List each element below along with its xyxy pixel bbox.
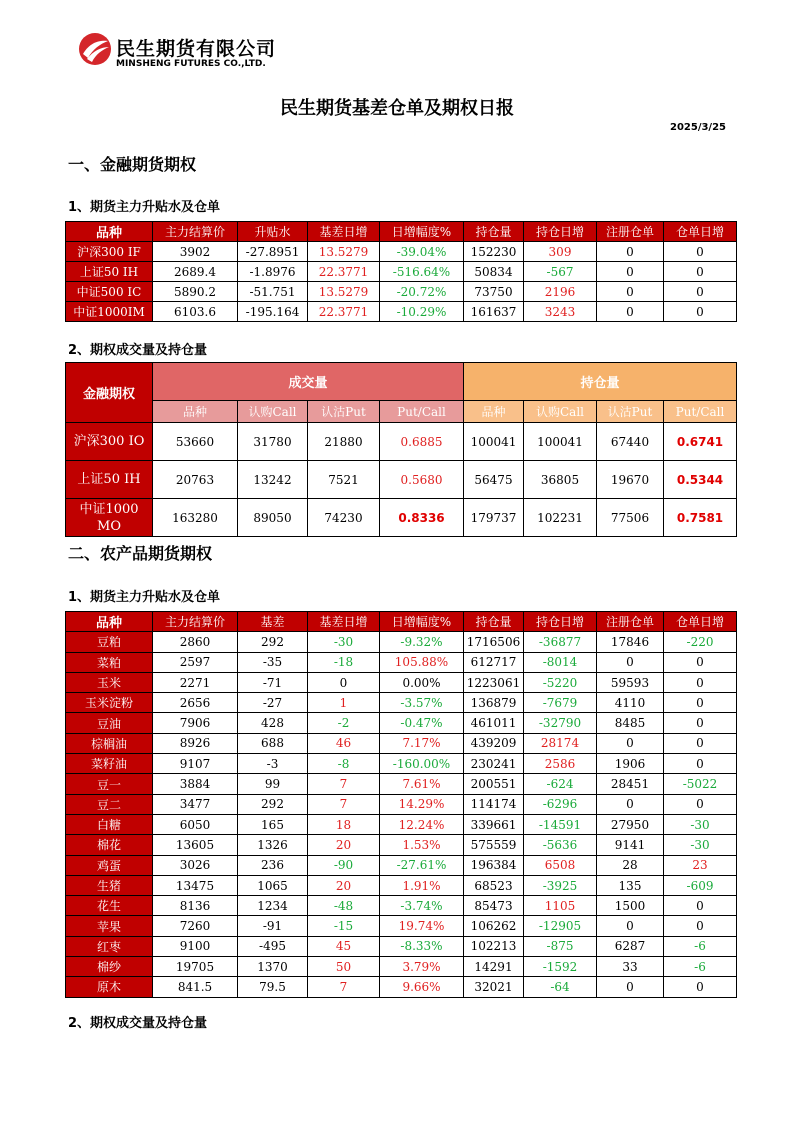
column-header: 升贴水 xyxy=(238,222,308,242)
table-cell: 0 xyxy=(664,713,737,733)
logo-chinese-name: 民生期货有限公司 xyxy=(116,38,277,60)
table-cell: 7260 xyxy=(153,916,238,936)
table-cell: 0.5680 xyxy=(380,461,464,499)
instrument-name: 苹果 xyxy=(66,916,153,936)
table-cell: 0.8336 xyxy=(380,499,464,537)
instrument-name: 玉米 xyxy=(66,672,153,692)
column-header: 品种 xyxy=(66,612,153,632)
table-row xyxy=(66,957,737,977)
table-cell: 1500 xyxy=(597,896,664,916)
table-cell: 19670 xyxy=(597,461,664,499)
options-sub-header: 认购Call xyxy=(524,401,597,423)
column-header: 注册仓单 xyxy=(597,612,664,632)
table-cell: 0 xyxy=(664,733,737,753)
table-cell: 461011 xyxy=(464,713,524,733)
table-cell: 0 xyxy=(664,652,737,672)
table-row xyxy=(66,632,737,652)
table-row xyxy=(66,302,737,322)
table-cell: 6103.6 xyxy=(153,302,238,322)
table-cell: 2271 xyxy=(153,672,238,692)
table-cell: 28174 xyxy=(524,733,597,753)
table-cell: 89050 xyxy=(238,499,308,537)
table-cell: 114174 xyxy=(464,794,524,814)
table-cell: -2 xyxy=(308,713,380,733)
table-cell: 6050 xyxy=(153,814,238,834)
report-title: 民生期货基差仓单及期权日报 xyxy=(280,98,514,119)
table-cell: 23 xyxy=(664,855,737,875)
table-cell: 292 xyxy=(238,794,308,814)
instrument-name: 豆粕 xyxy=(66,632,153,652)
instrument-name: 菜籽油 xyxy=(66,754,153,774)
table-cell: 1.91% xyxy=(380,875,464,895)
table-cell: 0.6741 xyxy=(664,423,737,461)
financial-futures-table xyxy=(65,221,737,322)
table-row xyxy=(66,652,737,672)
table-cell: 161637 xyxy=(464,302,524,322)
table-cell: 28 xyxy=(597,855,664,875)
minsheng-logo-icon xyxy=(78,32,112,66)
table-row xyxy=(66,936,737,956)
volume-group-header: 成交量 xyxy=(153,363,464,401)
options-row xyxy=(66,499,737,537)
table-cell: 0 xyxy=(597,302,664,322)
table-cell: 99 xyxy=(238,774,308,794)
table-cell: -1.8976 xyxy=(238,262,308,282)
table-cell: 3902 xyxy=(153,242,238,262)
agri-futures-subheading: 1、期货主力升贴水及仓单 xyxy=(68,590,221,605)
table-cell: 56475 xyxy=(464,461,524,499)
table-cell: 20763 xyxy=(153,461,238,499)
table-cell: -30 xyxy=(664,814,737,834)
table-cell: -3.74% xyxy=(380,896,464,916)
table-cell: -160.00% xyxy=(380,754,464,774)
options-sub-header: Put/Call xyxy=(664,401,737,423)
table-cell: 200551 xyxy=(464,774,524,794)
table-cell: 1105 xyxy=(524,896,597,916)
table-cell: 2860 xyxy=(153,632,238,652)
column-header: 仓单日增 xyxy=(664,222,737,242)
instrument-name: 棉花 xyxy=(66,835,153,855)
table-cell: -20.72% xyxy=(380,282,464,302)
table-cell: 3884 xyxy=(153,774,238,794)
table-cell: 428 xyxy=(238,713,308,733)
table-cell: 0 xyxy=(597,242,664,262)
instrument-name: 生猪 xyxy=(66,875,153,895)
table-cell: -36877 xyxy=(524,632,597,652)
table-cell: 0 xyxy=(597,916,664,936)
table-cell: 0 xyxy=(308,672,380,692)
table-cell: -495 xyxy=(238,936,308,956)
table-cell: -195.164 xyxy=(238,302,308,322)
table-cell: 1 xyxy=(308,693,380,713)
table-row xyxy=(66,262,737,282)
table-cell: -39.04% xyxy=(380,242,464,262)
table-cell: -5636 xyxy=(524,835,597,855)
financial-options-subheading: 2、期权成交量及持仓量 xyxy=(68,343,208,358)
table-cell: -35 xyxy=(238,652,308,672)
table-row xyxy=(66,835,737,855)
table-row xyxy=(66,916,737,936)
table-cell: 8926 xyxy=(153,733,238,753)
table-cell: 2656 xyxy=(153,693,238,713)
section-agri-heading: 二、农产品期货期权 xyxy=(68,544,213,563)
table-cell: 79.5 xyxy=(238,977,308,997)
instrument-name: 中证1000IM xyxy=(66,302,153,322)
table-row xyxy=(66,733,737,753)
table-cell: 3.79% xyxy=(380,957,464,977)
report-date: 2025/3/25 xyxy=(669,122,726,133)
table-cell: 0 xyxy=(664,896,737,916)
table-cell: 7906 xyxy=(153,713,238,733)
column-header: 日增幅度% xyxy=(380,612,464,632)
table-cell: -90 xyxy=(308,855,380,875)
table-cell: 19.74% xyxy=(380,916,464,936)
table-cell: 5890.2 xyxy=(153,282,238,302)
table-cell: 2586 xyxy=(524,754,597,774)
table-cell: -32790 xyxy=(524,713,597,733)
table-header-row xyxy=(66,222,737,242)
table-cell: -12905 xyxy=(524,916,597,936)
table-row xyxy=(66,282,737,302)
table-cell: -27.61% xyxy=(380,855,464,875)
table-cell: 0 xyxy=(597,733,664,753)
table-cell: -516.64% xyxy=(380,262,464,282)
table-cell: 0 xyxy=(597,977,664,997)
table-cell: -15 xyxy=(308,916,380,936)
table-row xyxy=(66,794,737,814)
table-cell: 0.5344 xyxy=(664,461,737,499)
table-cell: -8014 xyxy=(524,652,597,672)
table-header-row xyxy=(66,612,737,632)
table-cell: -5220 xyxy=(524,672,597,692)
table-cell: -8.33% xyxy=(380,936,464,956)
options-sub-header: Put/Call xyxy=(380,401,464,423)
table-cell: 105.88% xyxy=(380,652,464,672)
table-cell: -14591 xyxy=(524,814,597,834)
logo-english-name: MINSHENG FUTURES CO.,LTD. xyxy=(116,59,266,69)
table-cell: -609 xyxy=(664,875,737,895)
table-cell: -27 xyxy=(238,693,308,713)
table-cell: 102213 xyxy=(464,936,524,956)
table-cell: 12.24% xyxy=(380,814,464,834)
table-cell: 0 xyxy=(664,754,737,774)
table-row xyxy=(66,896,737,916)
column-header: 主力结算价 xyxy=(153,612,238,632)
table-cell: 19705 xyxy=(153,957,238,977)
table-cell: 100041 xyxy=(524,423,597,461)
instrument-name: 菜粕 xyxy=(66,652,153,672)
options-row xyxy=(66,423,737,461)
table-cell: -10.29% xyxy=(380,302,464,322)
table-cell: 136879 xyxy=(464,693,524,713)
table-cell: 13605 xyxy=(153,835,238,855)
option-name: 中证1000 MO xyxy=(66,499,153,537)
company-logo xyxy=(78,32,298,72)
column-header: 仓单日增 xyxy=(664,612,737,632)
options-sub-header: 认购Call xyxy=(238,401,308,423)
table-cell: 45 xyxy=(308,936,380,956)
table-cell: -64 xyxy=(524,977,597,997)
table-cell: 100041 xyxy=(464,423,524,461)
table-cell: -220 xyxy=(664,632,737,652)
table-cell: 21880 xyxy=(308,423,380,461)
table-cell: 7 xyxy=(308,977,380,997)
column-header: 持仓日增 xyxy=(524,612,597,632)
instrument-name: 红枣 xyxy=(66,936,153,956)
option-name: 上证50 IH xyxy=(66,461,153,499)
table-cell: -8 xyxy=(308,754,380,774)
table-cell: 236 xyxy=(238,855,308,875)
table-cell: 0 xyxy=(664,672,737,692)
table-cell: 1370 xyxy=(238,957,308,977)
instrument-name: 白糖 xyxy=(66,814,153,834)
table-cell: 14291 xyxy=(464,957,524,977)
table-cell: -3.57% xyxy=(380,693,464,713)
table-cell: 0 xyxy=(597,794,664,814)
section-financial-heading: 一、金融期货期权 xyxy=(68,155,197,174)
table-cell: 135 xyxy=(597,875,664,895)
instrument-name: 原木 xyxy=(66,977,153,997)
column-header: 日增幅度% xyxy=(380,222,464,242)
table-cell: 3026 xyxy=(153,855,238,875)
open-interest-group-header: 持仓量 xyxy=(464,363,737,401)
instrument-name: 玉米淀粉 xyxy=(66,693,153,713)
instrument-name: 花生 xyxy=(66,896,153,916)
table-cell: 309 xyxy=(524,242,597,262)
agri-options-subheading: 2、期权成交量及持仓量 xyxy=(68,1016,208,1031)
table-cell: 9141 xyxy=(597,835,664,855)
table-cell: 13475 xyxy=(153,875,238,895)
table-cell: 1065 xyxy=(238,875,308,895)
table-cell: 106262 xyxy=(464,916,524,936)
table-cell: 36805 xyxy=(524,461,597,499)
table-cell: 32021 xyxy=(464,977,524,997)
table-cell: 339661 xyxy=(464,814,524,834)
table-cell: 14.29% xyxy=(380,794,464,814)
table-cell: 0.00% xyxy=(380,672,464,692)
table-cell: 20 xyxy=(308,835,380,855)
column-header: 持仓量 xyxy=(464,612,524,632)
table-cell: 7521 xyxy=(308,461,380,499)
table-cell: 6287 xyxy=(597,936,664,956)
table-cell: 74230 xyxy=(308,499,380,537)
table-cell: 9107 xyxy=(153,754,238,774)
table-row xyxy=(66,693,737,713)
table-cell: -875 xyxy=(524,936,597,956)
table-cell: -624 xyxy=(524,774,597,794)
table-row xyxy=(66,242,737,262)
table-cell: 152230 xyxy=(464,242,524,262)
table-cell: 68523 xyxy=(464,875,524,895)
table-row xyxy=(66,875,737,895)
table-cell: 163280 xyxy=(153,499,238,537)
table-cell: 0.7581 xyxy=(664,499,737,537)
financial-options-table xyxy=(65,362,737,537)
column-header: 基差日增 xyxy=(308,222,380,242)
instrument-name: 棉纱 xyxy=(66,957,153,977)
table-cell: -6 xyxy=(664,936,737,956)
table-cell: 439209 xyxy=(464,733,524,753)
table-cell: 4110 xyxy=(597,693,664,713)
table-cell: 0 xyxy=(664,242,737,262)
column-header: 品种 xyxy=(66,222,153,242)
table-cell: 7 xyxy=(308,774,380,794)
options-sub-header: 品种 xyxy=(464,401,524,423)
instrument-name: 中证500 IC xyxy=(66,282,153,302)
table-cell: 292 xyxy=(238,632,308,652)
table-cell: -18 xyxy=(308,652,380,672)
option-name: 沪深300 IO xyxy=(66,423,153,461)
table-cell: -30 xyxy=(664,835,737,855)
table-cell: -71 xyxy=(238,672,308,692)
table-row xyxy=(66,713,737,733)
options-corner-header: 金融期权 xyxy=(66,363,153,423)
table-cell: 9.66% xyxy=(380,977,464,997)
table-cell: 0 xyxy=(664,282,737,302)
table-cell: 196384 xyxy=(464,855,524,875)
options-sub-header: 认沽Put xyxy=(597,401,664,423)
table-cell: 20 xyxy=(308,875,380,895)
options-sub-header: 认沽Put xyxy=(308,401,380,423)
table-cell: 612717 xyxy=(464,652,524,672)
table-cell: 85473 xyxy=(464,896,524,916)
table-cell: -48 xyxy=(308,896,380,916)
table-row xyxy=(66,814,737,834)
table-cell: 0 xyxy=(664,794,737,814)
table-cell: 179737 xyxy=(464,499,524,537)
instrument-name: 沪深300 IF xyxy=(66,242,153,262)
table-cell: 2689.4 xyxy=(153,262,238,282)
table-cell: 3243 xyxy=(524,302,597,322)
table-cell: 688 xyxy=(238,733,308,753)
table-cell: 0.6885 xyxy=(380,423,464,461)
table-cell: 1326 xyxy=(238,835,308,855)
table-cell: 31780 xyxy=(238,423,308,461)
agri-futures-table xyxy=(65,611,737,998)
table-cell: 17846 xyxy=(597,632,664,652)
table-cell: -3 xyxy=(238,754,308,774)
table-cell: 7.61% xyxy=(380,774,464,794)
instrument-name: 豆一 xyxy=(66,774,153,794)
table-cell: 28451 xyxy=(597,774,664,794)
table-cell: 230241 xyxy=(464,754,524,774)
column-header: 基差日增 xyxy=(308,612,380,632)
table-cell: 13.5279 xyxy=(308,282,380,302)
table-cell: 1234 xyxy=(238,896,308,916)
table-cell: 0 xyxy=(664,916,737,936)
table-cell: -51.751 xyxy=(238,282,308,302)
table-cell: -27.8951 xyxy=(238,242,308,262)
options-row xyxy=(66,461,737,499)
table-cell: 1716506 xyxy=(464,632,524,652)
table-cell: 33 xyxy=(597,957,664,977)
table-cell: -30 xyxy=(308,632,380,652)
table-cell: 77506 xyxy=(597,499,664,537)
instrument-name: 豆二 xyxy=(66,794,153,814)
column-header: 持仓量 xyxy=(464,222,524,242)
table-cell: 1223061 xyxy=(464,672,524,692)
table-cell: 46 xyxy=(308,733,380,753)
table-cell: 53660 xyxy=(153,423,238,461)
table-cell: 165 xyxy=(238,814,308,834)
table-row xyxy=(66,855,737,875)
instrument-name: 豆油 xyxy=(66,713,153,733)
table-cell: 1906 xyxy=(597,754,664,774)
table-cell: -9.32% xyxy=(380,632,464,652)
table-cell: -5022 xyxy=(664,774,737,794)
table-cell: 22.3771 xyxy=(308,262,380,282)
table-cell: 1.53% xyxy=(380,835,464,855)
table-row xyxy=(66,672,737,692)
table-cell: 9100 xyxy=(153,936,238,956)
table-cell: 22.3771 xyxy=(308,302,380,322)
table-cell: 50834 xyxy=(464,262,524,282)
table-cell: 2196 xyxy=(524,282,597,302)
table-cell: -3925 xyxy=(524,875,597,895)
table-cell: -1592 xyxy=(524,957,597,977)
table-cell: 27950 xyxy=(597,814,664,834)
table-cell: 6508 xyxy=(524,855,597,875)
financial-futures-subheading: 1、期货主力升贴水及仓单 xyxy=(68,200,221,215)
table-cell: -91 xyxy=(238,916,308,936)
instrument-name: 棕榈油 xyxy=(66,733,153,753)
table-cell: 18 xyxy=(308,814,380,834)
table-cell: 102231 xyxy=(524,499,597,537)
table-cell: -567 xyxy=(524,262,597,282)
column-header: 持仓日增 xyxy=(524,222,597,242)
table-cell: 13242 xyxy=(238,461,308,499)
column-header: 基差 xyxy=(238,612,308,632)
table-cell: 7 xyxy=(308,794,380,814)
table-cell: -6296 xyxy=(524,794,597,814)
table-cell: 8485 xyxy=(597,713,664,733)
table-cell: 575559 xyxy=(464,835,524,855)
table-cell: 2597 xyxy=(153,652,238,672)
table-cell: -0.47% xyxy=(380,713,464,733)
table-cell: 13.5279 xyxy=(308,242,380,262)
table-cell: 841.5 xyxy=(153,977,238,997)
table-cell: 59593 xyxy=(597,672,664,692)
table-cell: 3477 xyxy=(153,794,238,814)
column-header: 主力结算价 xyxy=(153,222,238,242)
table-cell: 0 xyxy=(597,652,664,672)
table-cell: 8136 xyxy=(153,896,238,916)
instrument-name: 上证50 IH xyxy=(66,262,153,282)
column-header: 注册仓单 xyxy=(597,222,664,242)
table-cell: 73750 xyxy=(464,282,524,302)
table-cell: 0 xyxy=(597,262,664,282)
table-cell: 67440 xyxy=(597,423,664,461)
options-sub-header: 品种 xyxy=(153,401,238,423)
table-cell: -7679 xyxy=(524,693,597,713)
table-cell: 0 xyxy=(664,262,737,282)
table-cell: 7.17% xyxy=(380,733,464,753)
table-cell: 0 xyxy=(597,282,664,302)
table-cell: 50 xyxy=(308,957,380,977)
instrument-name: 鸡蛋 xyxy=(66,855,153,875)
table-cell: 0 xyxy=(664,977,737,997)
table-row xyxy=(66,774,737,794)
table-row xyxy=(66,977,737,997)
table-cell: 0 xyxy=(664,693,737,713)
table-cell: 0 xyxy=(664,302,737,322)
table-cell: -6 xyxy=(664,957,737,977)
table-row xyxy=(66,754,737,774)
